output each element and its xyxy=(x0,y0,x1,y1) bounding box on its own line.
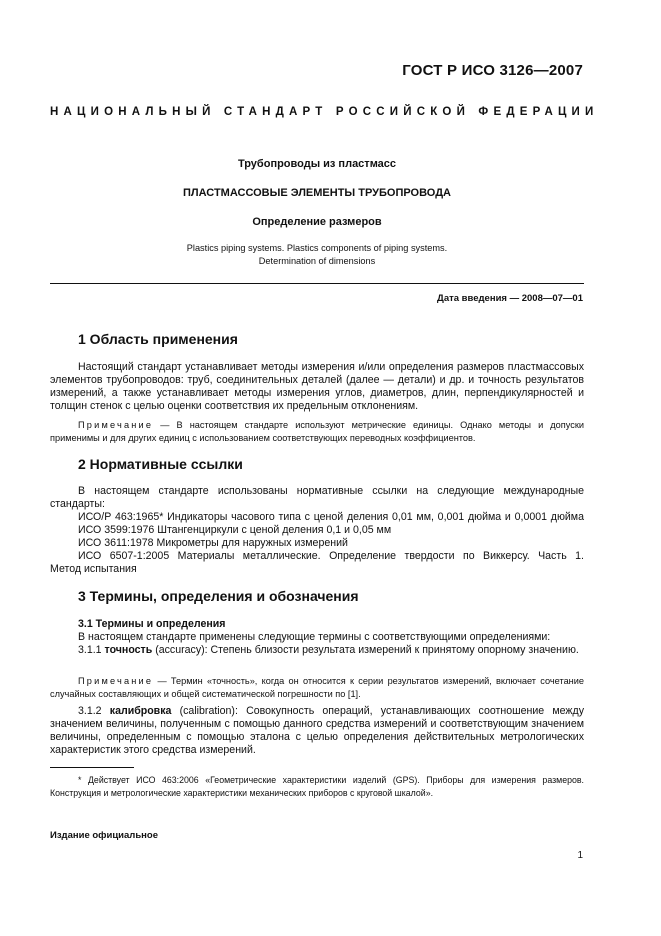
note-label: Примечание xyxy=(78,420,154,430)
english-title xyxy=(50,242,584,268)
official-edition-label: Издание официальное xyxy=(50,830,158,841)
effective-date: Дата введения — 2008—07—01 xyxy=(437,293,583,304)
page-number: 1 xyxy=(577,850,583,861)
title-line-2: ПЛАСТМАССОВЫЕ ЭЛЕМЕНТЫ ТРУБОПРОВОДА xyxy=(183,187,451,199)
reference-item: ИСО/Р 463:1965* Индикаторы часового типа с ценой деления 0,01 мм, 0,001 дюйма и 0,0001 дюйма xyxy=(78,511,584,523)
footnote: * Действует ИСО 463:2006 «Геометрические характеристики изделий (GPS). Приборы для измерения размеров. Конструкция и метрологические характеристики механических приборов с круговой шкалой». xyxy=(50,775,584,798)
section-3-intro: В настоящем стандарте применены следующие термины с соответствующими определениями: xyxy=(78,631,551,643)
note-label: Примечание xyxy=(78,676,154,686)
title-divider xyxy=(50,283,584,284)
reference-item: ИСО 3611:1978 Микрометры для наружных измерений xyxy=(78,537,348,549)
english-title-line-1: Plastics piping systems. Plastics components of piping systems. xyxy=(186,243,448,253)
title-line-1: Трубопроводы из пластмасс xyxy=(237,158,397,170)
term-number: 3.1.1 xyxy=(78,644,102,656)
term-calibration xyxy=(50,705,584,757)
section-1-heading: 1 Область применения xyxy=(78,331,238,347)
section-1-paragraph: Настоящий стандарт устанавливает методы измерения и/или определения размеров пластмассовых элементов трубопроводов: труб, соединительных деталей (далее — детали) и др. и точность результатов измерений, а также устанавливает методы измерения углов, диаметров, длин, перпендикулярностей и толщин стенок с целью оценки соответствия их предельным отклонениям. xyxy=(50,361,584,412)
reference-item: ИСО 6507-1:2005 Материалы металлические. Определение твердости по Виккерсу. Часть 1. xyxy=(78,550,584,562)
footnote-divider xyxy=(50,767,134,768)
reference-item: ИСО 3599:1976 Штангенциркули с ценой деления 0,1 и 0,05 мм xyxy=(78,524,392,536)
reference-item-continuation: Метод испытания xyxy=(50,563,137,575)
section-2-heading: 2 Нормативные ссылки xyxy=(78,456,243,472)
section-3-heading: 3 Термины, определения и обозначения xyxy=(78,588,359,604)
section-3-note xyxy=(50,675,584,700)
subsection-3-1-heading: 3.1 Термины и определения xyxy=(78,618,226,630)
section-2-intro: В настоящем стандарте использованы нормативные ссылки на следующие международные стандарты: xyxy=(50,485,584,510)
term-name: калибровка xyxy=(109,705,172,717)
section-1-note xyxy=(50,419,584,444)
national-standard-header: НАЦИОНАЛЬНЫЙ СТАНДАРТ РОССИЙСКОЙ ФЕДЕРАЦИИ xyxy=(50,106,599,118)
term-definition: (calibration): Совокупность операций, устанавливающих соотношение между значением величины, полученным с помощью данного средства измерений и соответствующим значением величины, определенным с помощью эталона с целью определения действительных метрологических характеристик этого средства измерений. xyxy=(50,705,584,756)
term-accuracy xyxy=(50,644,584,657)
term-name: точность xyxy=(104,644,153,656)
title-line-3: Определение размеров xyxy=(252,216,382,228)
english-title-line-2: Determination of dimensions xyxy=(258,256,376,266)
note-text: — Термин «точность», когда он относится к серии результатов измерений, включает сочетание случайных составляющих и общей систематической погрешности по [1]. xyxy=(50,676,584,699)
term-definition: (accuracy): Степень близости результата измерений к принятому опорному значению. xyxy=(152,644,579,656)
note-text: — В настоящем стандарте используют метрические единицы. Однако методы и допуски применимы и для других единиц с использованием соответствующих переводных коэффициентов. xyxy=(50,420,584,443)
term-number: 3.1.2 xyxy=(78,705,102,717)
standard-code: ГОСТ Р ИСО 3126—2007 xyxy=(402,62,583,79)
